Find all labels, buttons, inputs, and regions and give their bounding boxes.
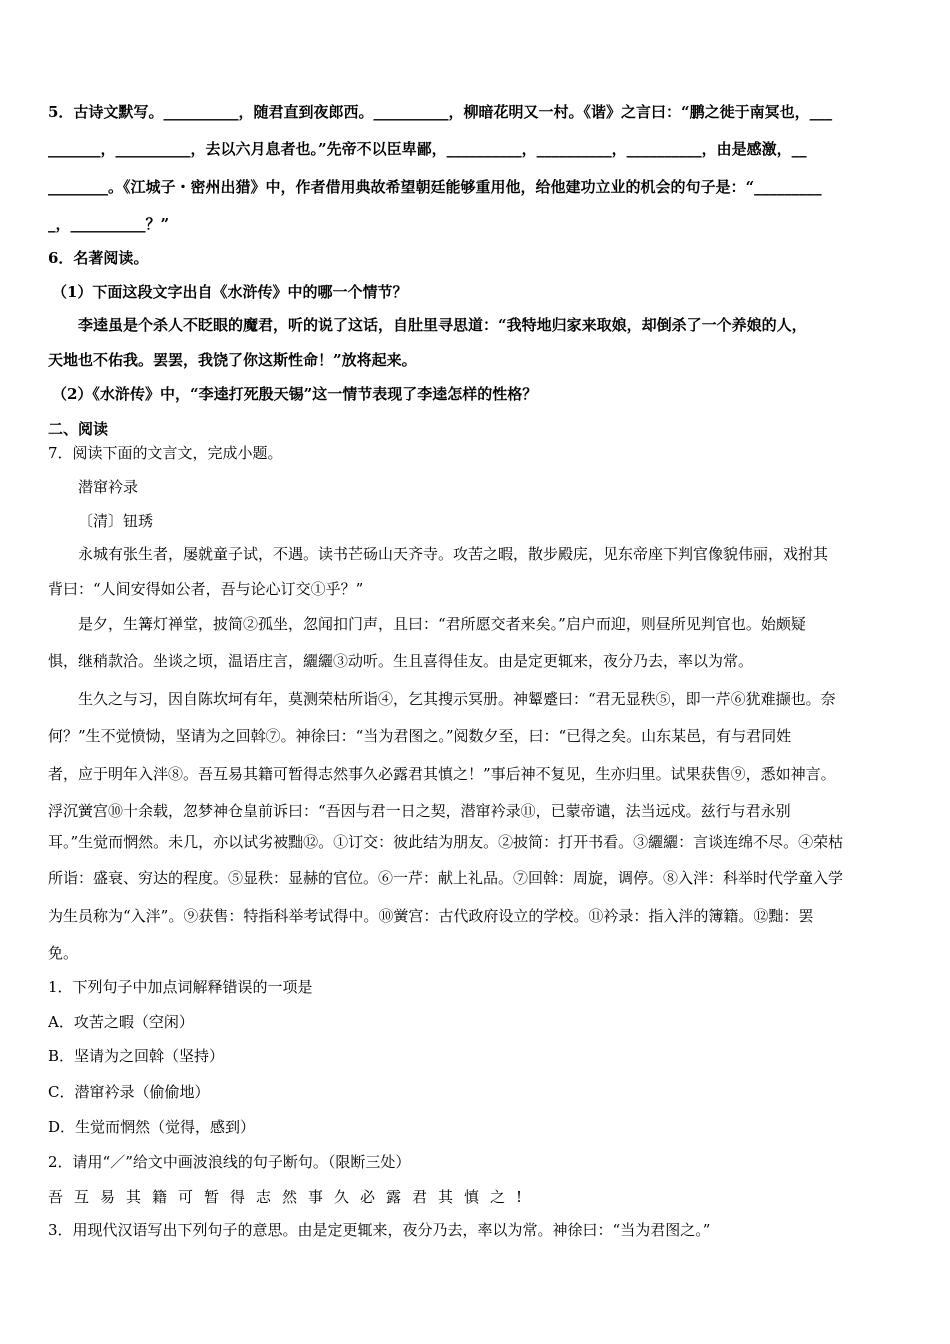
subq3-stem: 3．用现代汉语写出下列句子的意思。由是定更辄来，夜分乃去，率以为常。神徐曰：“当为君图之。” (48, 1221, 711, 1239)
q5-line2: _______，__________，去以六月息者也。”先帝不以臣卑鄙，__________，__________，__________，由是感激，__ (48, 140, 807, 158)
option-d: D．生觉而惘然（觉得，感到） (48, 1118, 256, 1136)
passage-p2-line1: 是夕，生篝灯禅堂，披简②孤坐，忽闻扣门声，且曰：“君所愿交者来矣。”启户而迎，则昼所见判官也。始颇疑 (78, 615, 806, 633)
passage-p3-line8: 免。 (48, 944, 79, 962)
option-c: C．潜窜衿录（偷偷地） (48, 1083, 210, 1101)
q5-line1: 5．古诗文默写。__________，随君直到夜郎西。__________，柳暗花明又一村。《谐》之言曰：“鹏之徙于南冥也，___ (48, 103, 833, 121)
passage-p1-line1: 永城有张生者，屡就童子试，不遇。读书芒砀山天齐寺。攻苦之暇，散步殿庑，见东帝座下判官像貌伟丽，戏拊其 (78, 545, 829, 563)
passage-title: 潜窜衿录 (78, 478, 139, 496)
passage-p3-line3: 者，应于明年入泮⑧。吾互易其籍可暂得志然事久必露君其慎之！”事后神不复见，生亦归里。试果获售⑨，悉如神言。 (48, 765, 836, 783)
passage-p3-line6: 所诣：盛衰、穷达的程度。⑤显秩：显赫的官位。⑥一芹：献上礼品。⑦回斡：周旋，调停。⑧入泮：科举时代学童入学 (48, 869, 844, 887)
q6-title: 6．名著阅读。 (48, 249, 149, 267)
subq2-stem: 2．请用“／”给文中画波浪线的句子断句。（限断三处） (48, 1153, 411, 1171)
passage-p3-line4: 浮沉黉宫⑩十余载，忽梦神仓皇前诉曰：“吾因与君一日之契，潜窜衿录⑪，已蒙帝谴，法当远戍。兹行与君永别 (48, 802, 791, 820)
passage-p3-line7: 为生员称为“入泮”。⑨获售：特指科举考试得中。⑩黉宫：古代政府设立的学校。⑪衿录：指入泮的簿籍。⑫黜：罢 (48, 907, 814, 925)
passage-p2-line2: 惧，继稍款洽。坐谈之顷，温语庄言，纚纚③动听。生且喜得佳友。由是定更辄来，夜分乃去，率以为常。 (48, 652, 754, 670)
passage-p3-line1: 生久之与习，因自陈坎坷有年，莫测荣枯所诣④，乞其搜示冥册。神颦蹙曰：“君无显秩⑤，即一芹⑥犹难撷也。奈 (78, 690, 836, 708)
passage-p3-line5: 耳。”生觉而惘然。未几，亦以试劣被黜⑫。①订交：彼此结为朋友。②披简：打开书看。③纚纚：言谈连绵不尽。④荣枯 (48, 833, 844, 851)
q6-quote-line2: 天地也不佑我。罢罢，我饶了你这斯性命！”放将起来。 (48, 351, 417, 369)
subq2-sentence: 吾互易其籍可暂得志然事久必露君其慎之! (48, 1188, 534, 1206)
subq1-stem: 1．下列句子中加点词解释错误的一项是 (48, 978, 313, 996)
q5-line4: _，__________？” (48, 215, 170, 233)
q6-sub2: （2）《水浒传》中，“李逵打死殷天锡”这一情节表现了李逵怎样的性格？ (52, 385, 538, 403)
q7-intro: 7．阅读下面的文言文，完成小题。 (48, 444, 283, 462)
option-a: A．攻苦之暇（空闲） (48, 1013, 194, 1031)
passage-p3-line2: 何？”生不觉愤恸，坚请为之回斡⑦。神徐曰：“当为君图之。”阅数夕至，曰：“已得之矣。山东某邑，有与君同姓 (48, 727, 792, 745)
passage-author: 〔清〕钮琇 (78, 512, 154, 530)
option-b: B．坚请为之回斡（坚持） (48, 1047, 225, 1065)
q6-sub1: （1）下面这段文字出自《水浒传》中的哪一个情节？ (52, 283, 408, 301)
passage-p1-line2: 背曰：“人间安得如公者，吾与论心订交①乎？” (48, 580, 364, 598)
section-heading: 二、阅读 (48, 420, 109, 438)
q6-quote-line1: 李逵虽是个杀人不眨眼的魔君，听的说了这话，自肚里寻思道：“我特地归家来取娘，却倒杀了一个养娘的人， (78, 316, 807, 334)
q5-line3: ________。《江城子・密州出猎》中，作者借用典故希望朝廷能够重用他，给他建功立业的机会的句子是：“_________ (48, 178, 822, 196)
